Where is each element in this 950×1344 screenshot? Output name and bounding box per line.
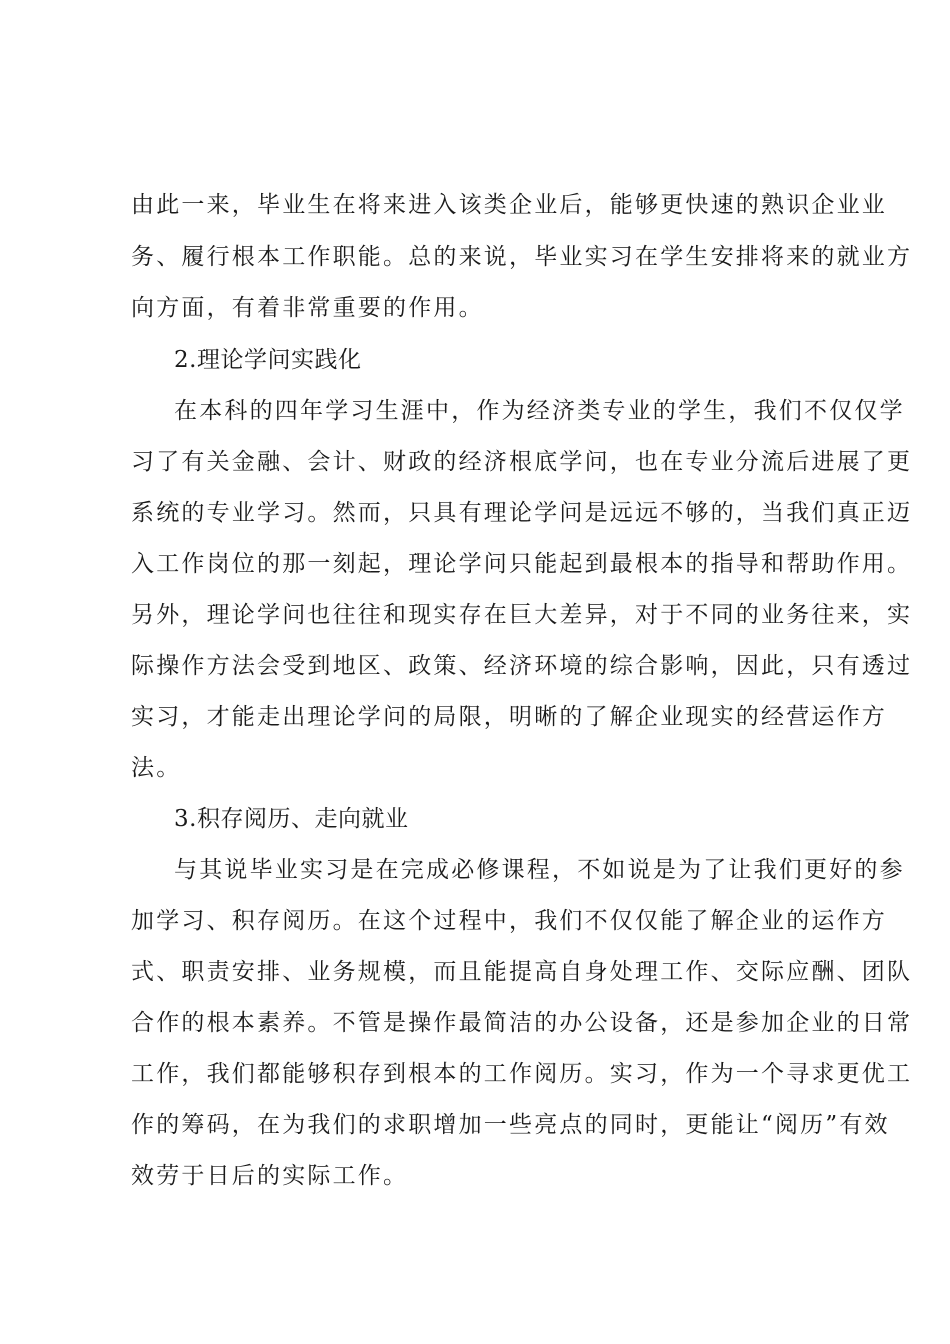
body-text-line: 向方面，有着非常重要的作用。 [131,295,484,321]
section-heading: 2.理论学问实践化 [174,347,362,373]
body-text-line: 另外，理论学问也往往和现实存在巨大差异，对于不同的业务往来，实 [131,602,913,628]
body-text-line: 务、履行根本工作职能。总的来说，毕业实习在学生安排将来的就业方 [131,244,913,270]
body-text-line: 合作的根本素养。不管是操作最简洁的办公设备，还是参加企业的日常 [131,1010,913,1036]
body-text-line: 由此一来，毕业生在将来进入该类企业后，能够更快速的熟识企业业 [131,192,887,218]
body-text-line: 效劳于日后的实际工作。 [131,1163,409,1189]
body-text-line: 习了有关金融、会计、财政的经济根底学问，也在专业分流后进展了更 [131,449,913,475]
body-text-line: 与其说毕业实习是在完成必修课程，不如说是为了让我们更好的参 [174,857,905,883]
body-text-line: 实习，才能走出理论学问的局限，明晰的了解企业现实的经营运作方 [131,704,887,730]
body-text-line: 入工作岗位的那一刻起，理论学问只能起到最根本的指导和帮助作用。 [131,551,913,577]
body-text-line: 工作，我们都能够积存到根本的工作阅历。实习，作为一个寻求更优工 [131,1061,913,1087]
body-text-line: 在本科的四年学习生涯中，作为经济类专业的学生，我们不仅仅学 [174,398,905,424]
body-text-line: 法。 [131,755,182,781]
section-heading: 3.积存阅历、走向就业 [174,806,409,832]
body-text-line: 加学习、积存阅历。在这个过程中，我们不仅仅能了解企业的运作方 [131,908,887,934]
body-text-line: 作的筹码，在为我们的求职增加一些亮点的同时，更能让“阅历”有效 [131,1112,890,1138]
body-text-line: 系统的专业学习。然而，只具有理论学问是远远不够的，当我们真正迈 [131,500,913,526]
body-text-line: 际操作方法会受到地区、政策、经济环境的综合影响，因此，只有透过 [131,653,913,679]
body-text-line: 式、职责安排、业务规模，而且能提高自身处理工作、交际应酬、团队 [131,959,913,985]
